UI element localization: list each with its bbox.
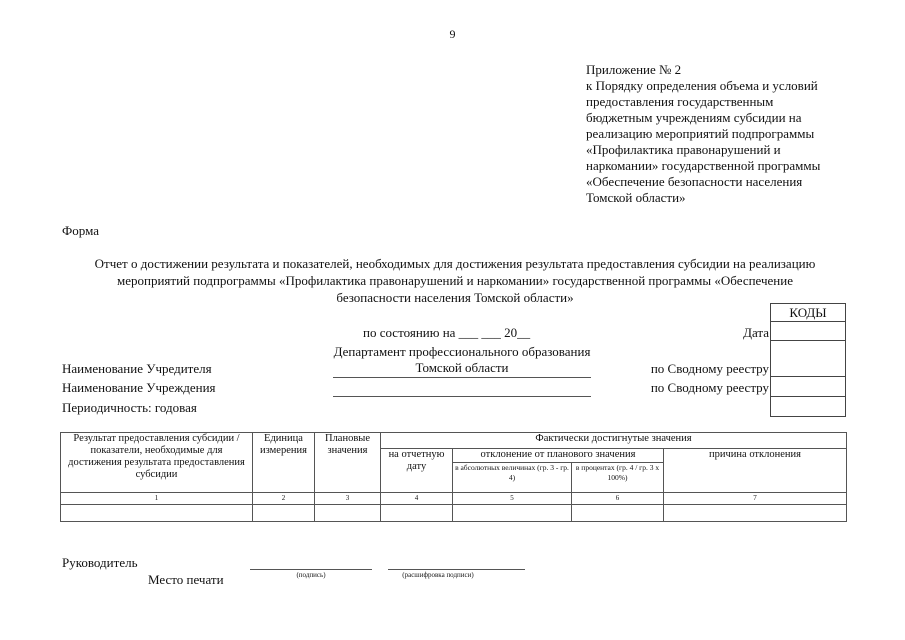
column-number: 5 [453,493,572,505]
appendix-line: реализацию мероприятий подпрограммы [586,126,815,141]
registry-label-1: по Сводному реестру [650,361,769,376]
header-plan: Плановые значения [315,433,381,493]
header-on-date: на отчетную дату [381,449,453,493]
column-number: 2 [253,493,315,505]
signature-line[interactable] [250,569,372,570]
appendix-line: Томской области» [586,190,686,205]
header-percent: в процентах (гр. 4 / гр. 3 х 100%) [572,463,664,493]
codes-box [770,303,846,417]
code-cell-registry-1[interactable] [770,341,846,377]
appendix-block [586,62,820,206]
head-label: Руководитель [62,555,138,570]
report-title-line: мероприятий подпрограммы «Профилактика правонарушений и наркомании» государственной программы «Обеспечение [117,273,793,288]
as-of-date: по состоянию на ___ ___ 20__ [363,325,531,340]
header-reason: причина отклонения [664,449,847,493]
codes-header: КОДЫ [770,303,846,322]
header-actual-group: Фактически достигнутые значения [381,433,847,449]
code-cell-periodicity[interactable] [770,397,846,417]
founder-label: Наименование Учредителя [62,361,212,376]
appendix-line: «Профилактика правонарушений и [586,142,781,157]
institution-underline [333,396,591,397]
signature-decode-caption: (расшифровка подписи) [402,571,474,579]
report-title-line: безопасности населения Томской области» [336,290,574,305]
column-number: 1 [61,493,253,505]
column-number: 6 [572,493,664,505]
department-underline [333,377,591,378]
report-title [55,255,855,306]
appendix-line: «Обеспечение безопасности населения [586,174,803,189]
report-table [60,432,847,522]
table-cell[interactable] [61,505,253,522]
registry-label-2: по Сводному реестру [650,380,769,395]
institution-label: Наименование Учреждения [62,380,216,395]
form-label: Форма [62,223,99,238]
column-number: 7 [664,493,847,505]
table-cell[interactable] [664,505,847,522]
table-cell[interactable] [453,505,572,522]
table-cell[interactable] [381,505,453,522]
table-cell[interactable] [315,505,381,522]
table-row [61,505,847,522]
page-number: 9 [449,27,456,41]
code-cell-date[interactable] [770,322,846,341]
appendix-line: бюджетным учреждениям субсидии на [586,110,802,125]
table-cell[interactable] [572,505,664,522]
signature-caption: (подпись) [296,571,326,579]
header-deviation-group: отклонение от планового значения [453,449,664,463]
table-cell[interactable] [253,505,315,522]
header-result: Результат предоставления субсидии /показатели, необходимые для достижения результата предоставления субсидии [61,433,253,493]
signature-decode-line[interactable] [388,569,525,570]
department-name: Департамент профессионального образования Томской области [333,344,591,375]
column-number: 4 [381,493,453,505]
periodicity-label: Периодичность: годовая [62,400,197,415]
appendix-line: наркомании» государственной программы [586,158,821,173]
appendix-line: предоставления государственным [586,94,774,109]
header-abs-values: в абсолютных величинах (гр. 3 - гр. 4) [453,463,572,493]
appendix-line: к Порядку определения объема и условий [586,78,818,93]
code-cell-registry-2[interactable] [770,377,846,397]
date-label: Дата [743,325,769,340]
seal-label: Место печати [148,572,224,587]
report-title-line: Отчет о достижении результата и показателей, необходимых для достижения результата предоставления субсидии на реализацию [94,256,816,271]
header-unit: Единица измерения [253,433,315,493]
column-number: 3 [315,493,381,505]
appendix-line: Приложение № 2 [586,62,682,77]
